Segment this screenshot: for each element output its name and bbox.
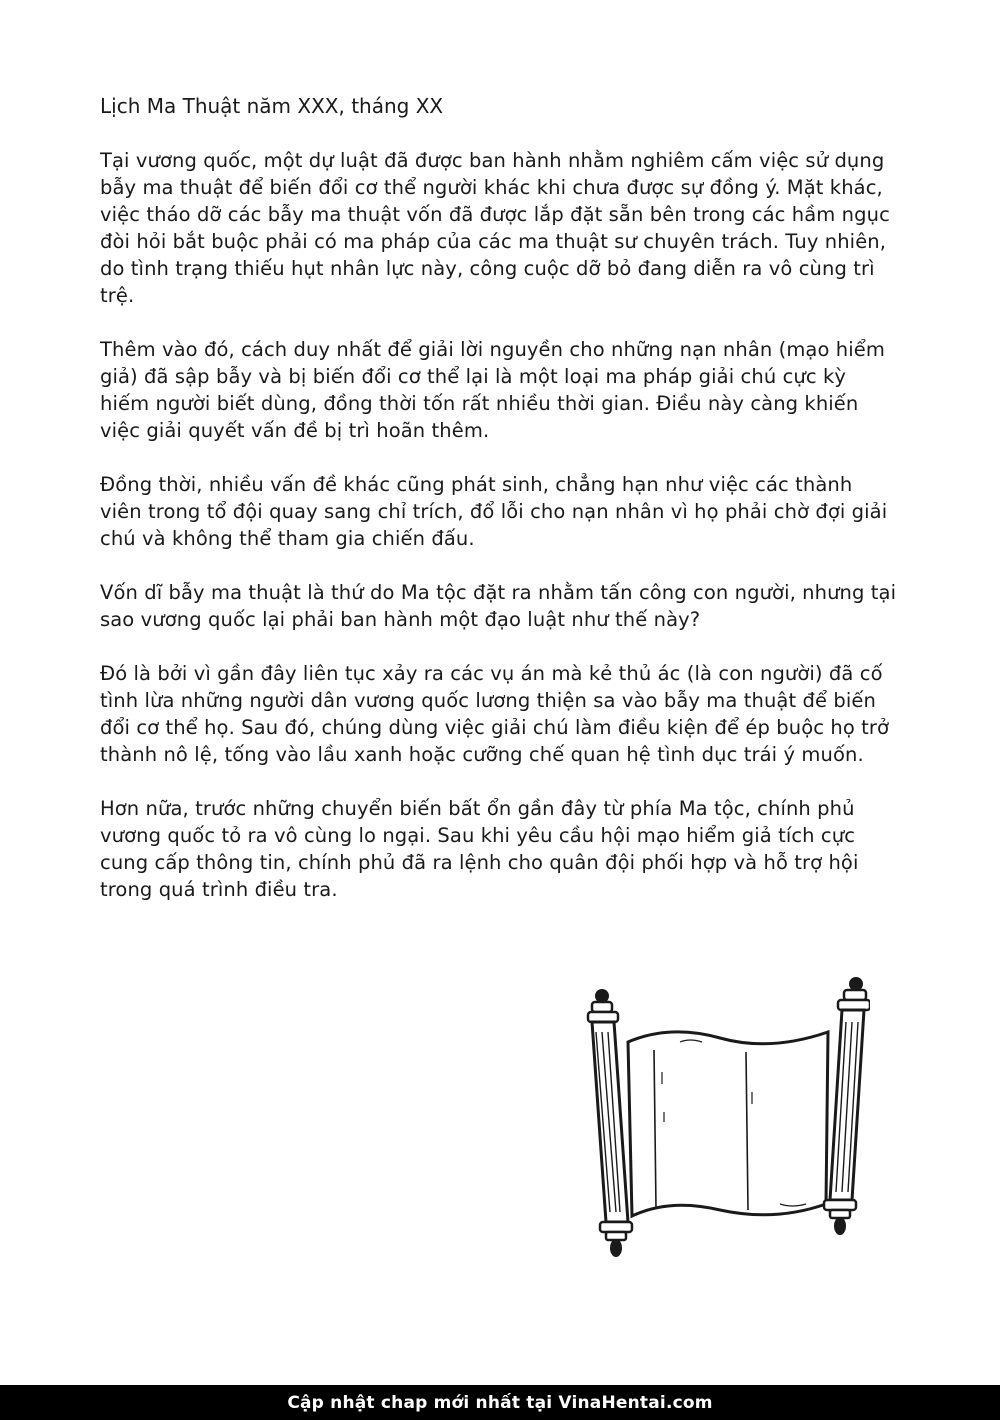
paragraph-2: Thêm vào đó, cách duy nhất để giải lời nguyền cho những nạn nhân (mạo hiểm giả) đã sập bẫy và bị biến đổi cơ thể lại là một loại ma pháp giải chú cực kỳ hiếm người biết dùng, đồng thời tốn rất nhiều thời gian. Điều này càng khiến việc giải quyết vấn đề bị trì hoãn thêm.	[100, 338, 885, 442]
watermark-bar	[0, 1385, 1000, 1420]
document-body	[100, 93, 900, 930]
watermark-text: Cập nhật chap mới nhất tại VinaHentai.com	[287, 1392, 713, 1413]
date-line: Lịch Ma Thuật năm XXX, tháng XX	[100, 94, 444, 118]
paragraph-1: Tại vương quốc, một dự luật đã được ban hành nhằm nghiêm cấm việc sử dụng bẫy ma thuật để biến đổi cơ thể người khác khi chưa được sự đồng ý. Mặt khác, việc tháo dỡ các bẫy ma thuật vốn đã được lắp đặt sẵn bên trong các hầm ngục đòi hỏi bắt buộc phải có ma pháp của các ma thuật sư chuyên trách. Tuy nhiên, do tình trạng thiếu hụt nhân lực này, công cuộc dỡ bỏ đang diễn ra vô cùng trì trệ.	[100, 149, 890, 307]
left-roller	[588, 989, 632, 1257]
right-roller	[824, 977, 870, 1235]
paragraph-5: Đó là bởi vì gần đây liên tục xảy ra các vụ án mà kẻ thủ ác (là con người) đã cố tình lừa những người dân vương quốc lương thiện sa vào bẫy ma thuật để biến đổi cơ thể họ. Sau đó, chúng dùng việc giải chú làm điều kiện để ép buộc họ trở thành nô lệ, tống vào lầu xanh hoặc cưỡng chế quan hệ tình dục trái ý muốn.	[100, 662, 890, 766]
scroll-icon	[570, 972, 870, 1262]
paragraph-4: Vốn dĩ bẫy ma thuật là thứ do Ma tộc đặt ra nhằm tấn công con người, nhưng tại sao vương quốc lại phải ban hành một đạo luật như thế này?	[100, 581, 897, 631]
paragraph-6: Hơn nữa, trước những chuyển biến bất ổn gần đây từ phía Ma tộc, chính phủ vương quốc tỏ ra vô cùng lo ngại. Sau khi yêu cầu hội mạo hiểm giả tích cực cung cấp thông tin, chính phủ đã ra lệnh cho quân đội phối hợp và hỗ trợ hội trong quá trình điều tra.	[100, 797, 859, 901]
paragraph-3: Đồng thời, nhiều vấn đề khác cũng phát sinh, chẳng hạn như việc các thành viên trong tổ đội quay sang chỉ trích, đổ lỗi cho nạn nhân vì họ phải chờ đợi giải chú và không thể tham gia chiến đấu.	[100, 473, 888, 550]
